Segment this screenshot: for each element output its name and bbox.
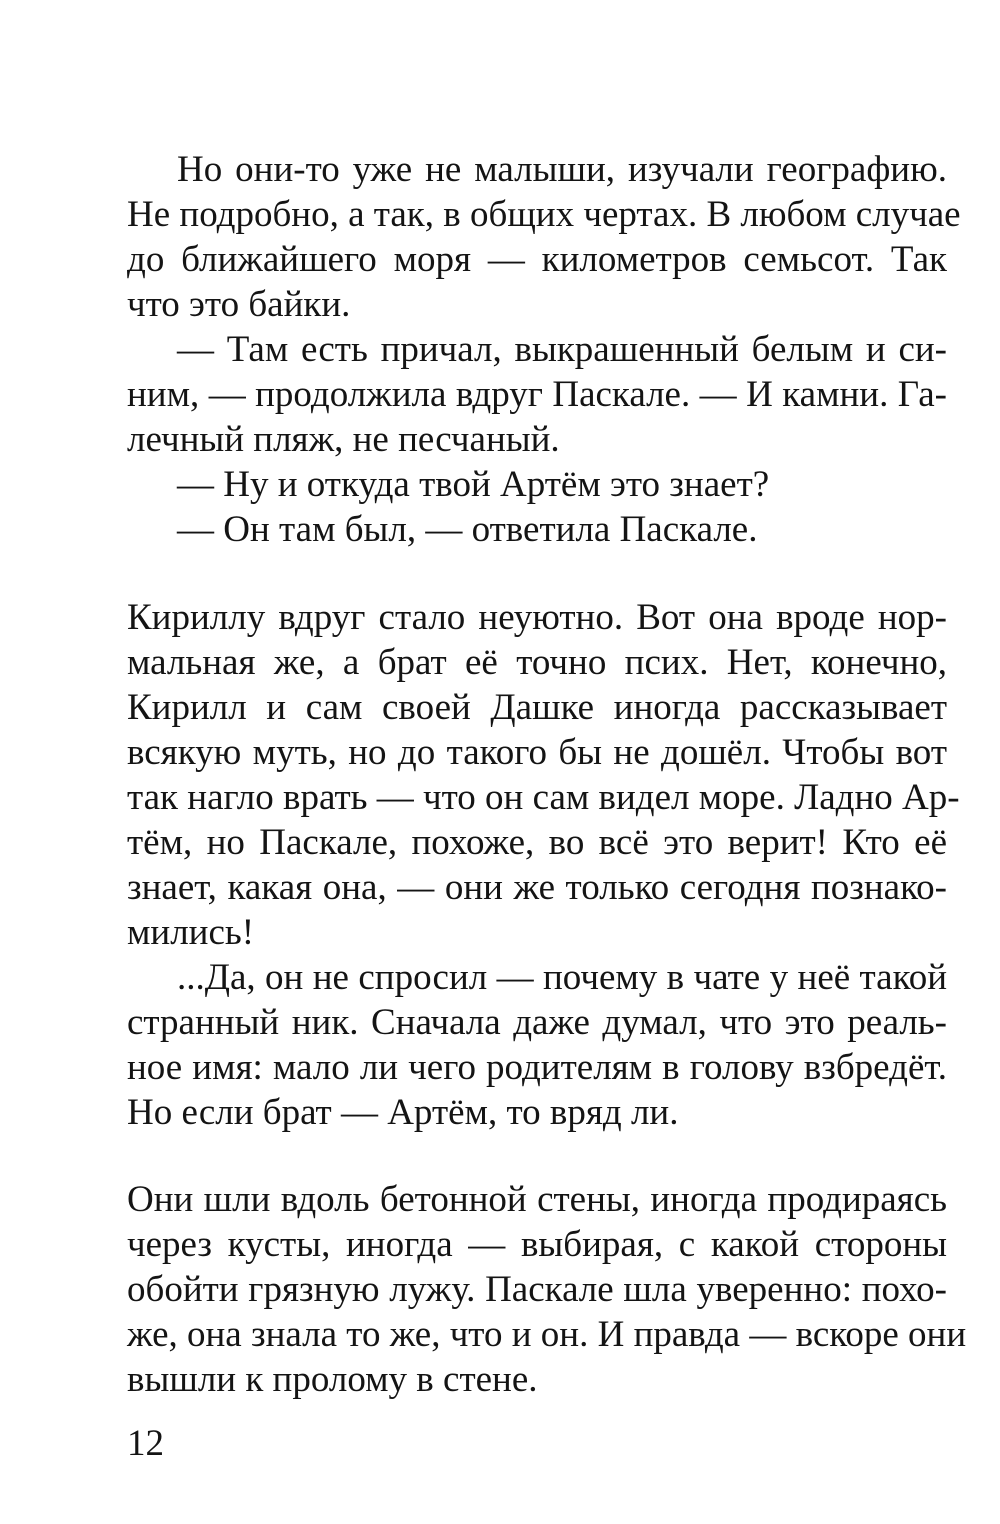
text-line: ним, — продолжила вдруг Паскале. — И камни. Га-: [127, 374, 947, 415]
dialogue-line: — Ну и откуда твой Артём это знает?: [177, 464, 770, 505]
dialogue-line: — Там есть причал, выкрашенный белым и си-: [177, 329, 947, 370]
text-line: через кусты, иногда — выбирая, с какой стороны: [127, 1224, 947, 1265]
text-line: обойти грязную лужу. Паскале шла уверенно: похо-: [127, 1269, 947, 1310]
text-line: же, она знала то же, что и он. И правда — вскоре они: [127, 1314, 967, 1355]
text-line: ...Да, он не спросил — почему в чате у неё такой: [177, 957, 947, 998]
text-line: до ближайшего моря — километров семьсот. Так: [127, 239, 947, 280]
text-line: Кирилл и сам своей Дашке иногда рассказывает: [127, 687, 947, 728]
text-line: лечный пляж, не песчаный.: [127, 419, 560, 460]
text-line: мились!: [127, 912, 255, 953]
page-number: 12: [127, 1423, 164, 1464]
text-line: Но они-то уже не малыши, изучали географию.: [177, 149, 947, 190]
text-line: так нагло врать — что он сам видел море. Ладно Ар-: [127, 777, 960, 818]
text-line: тём, но Паскале, похоже, во всё это верит! Кто её: [127, 822, 947, 863]
dialogue-line: — Он там был, — ответила Паскале.: [177, 509, 758, 550]
text-line: знает, какая она, — они же только сегодня познако-: [127, 867, 947, 908]
text-line: что это байки.: [127, 284, 351, 325]
text-line: Они шли вдоль бетонной стены, иногда продираясь: [127, 1179, 947, 1220]
text-line: Кириллу вдруг стало неуютно. Вот она вроде нор-: [127, 597, 947, 638]
text-line: вышли к пролому в стене.: [127, 1359, 538, 1400]
text-line: Но если брат — Артём, то вряд ли.: [127, 1092, 679, 1133]
text-line: странный ник. Сначала даже думал, что это реаль-: [127, 1002, 947, 1043]
text-line: мальная же, а брат её точно псих. Нет, конечно,: [127, 642, 947, 683]
text-line: ное имя: мало ли чего родителям в голову взбредёт.: [127, 1047, 947, 1088]
text-line: Не подробно, а так, в общих чертах. В любом случае: [127, 194, 961, 235]
text-line: всякую муть, но до такого бы не дошёл. Чтобы вот: [127, 732, 947, 773]
